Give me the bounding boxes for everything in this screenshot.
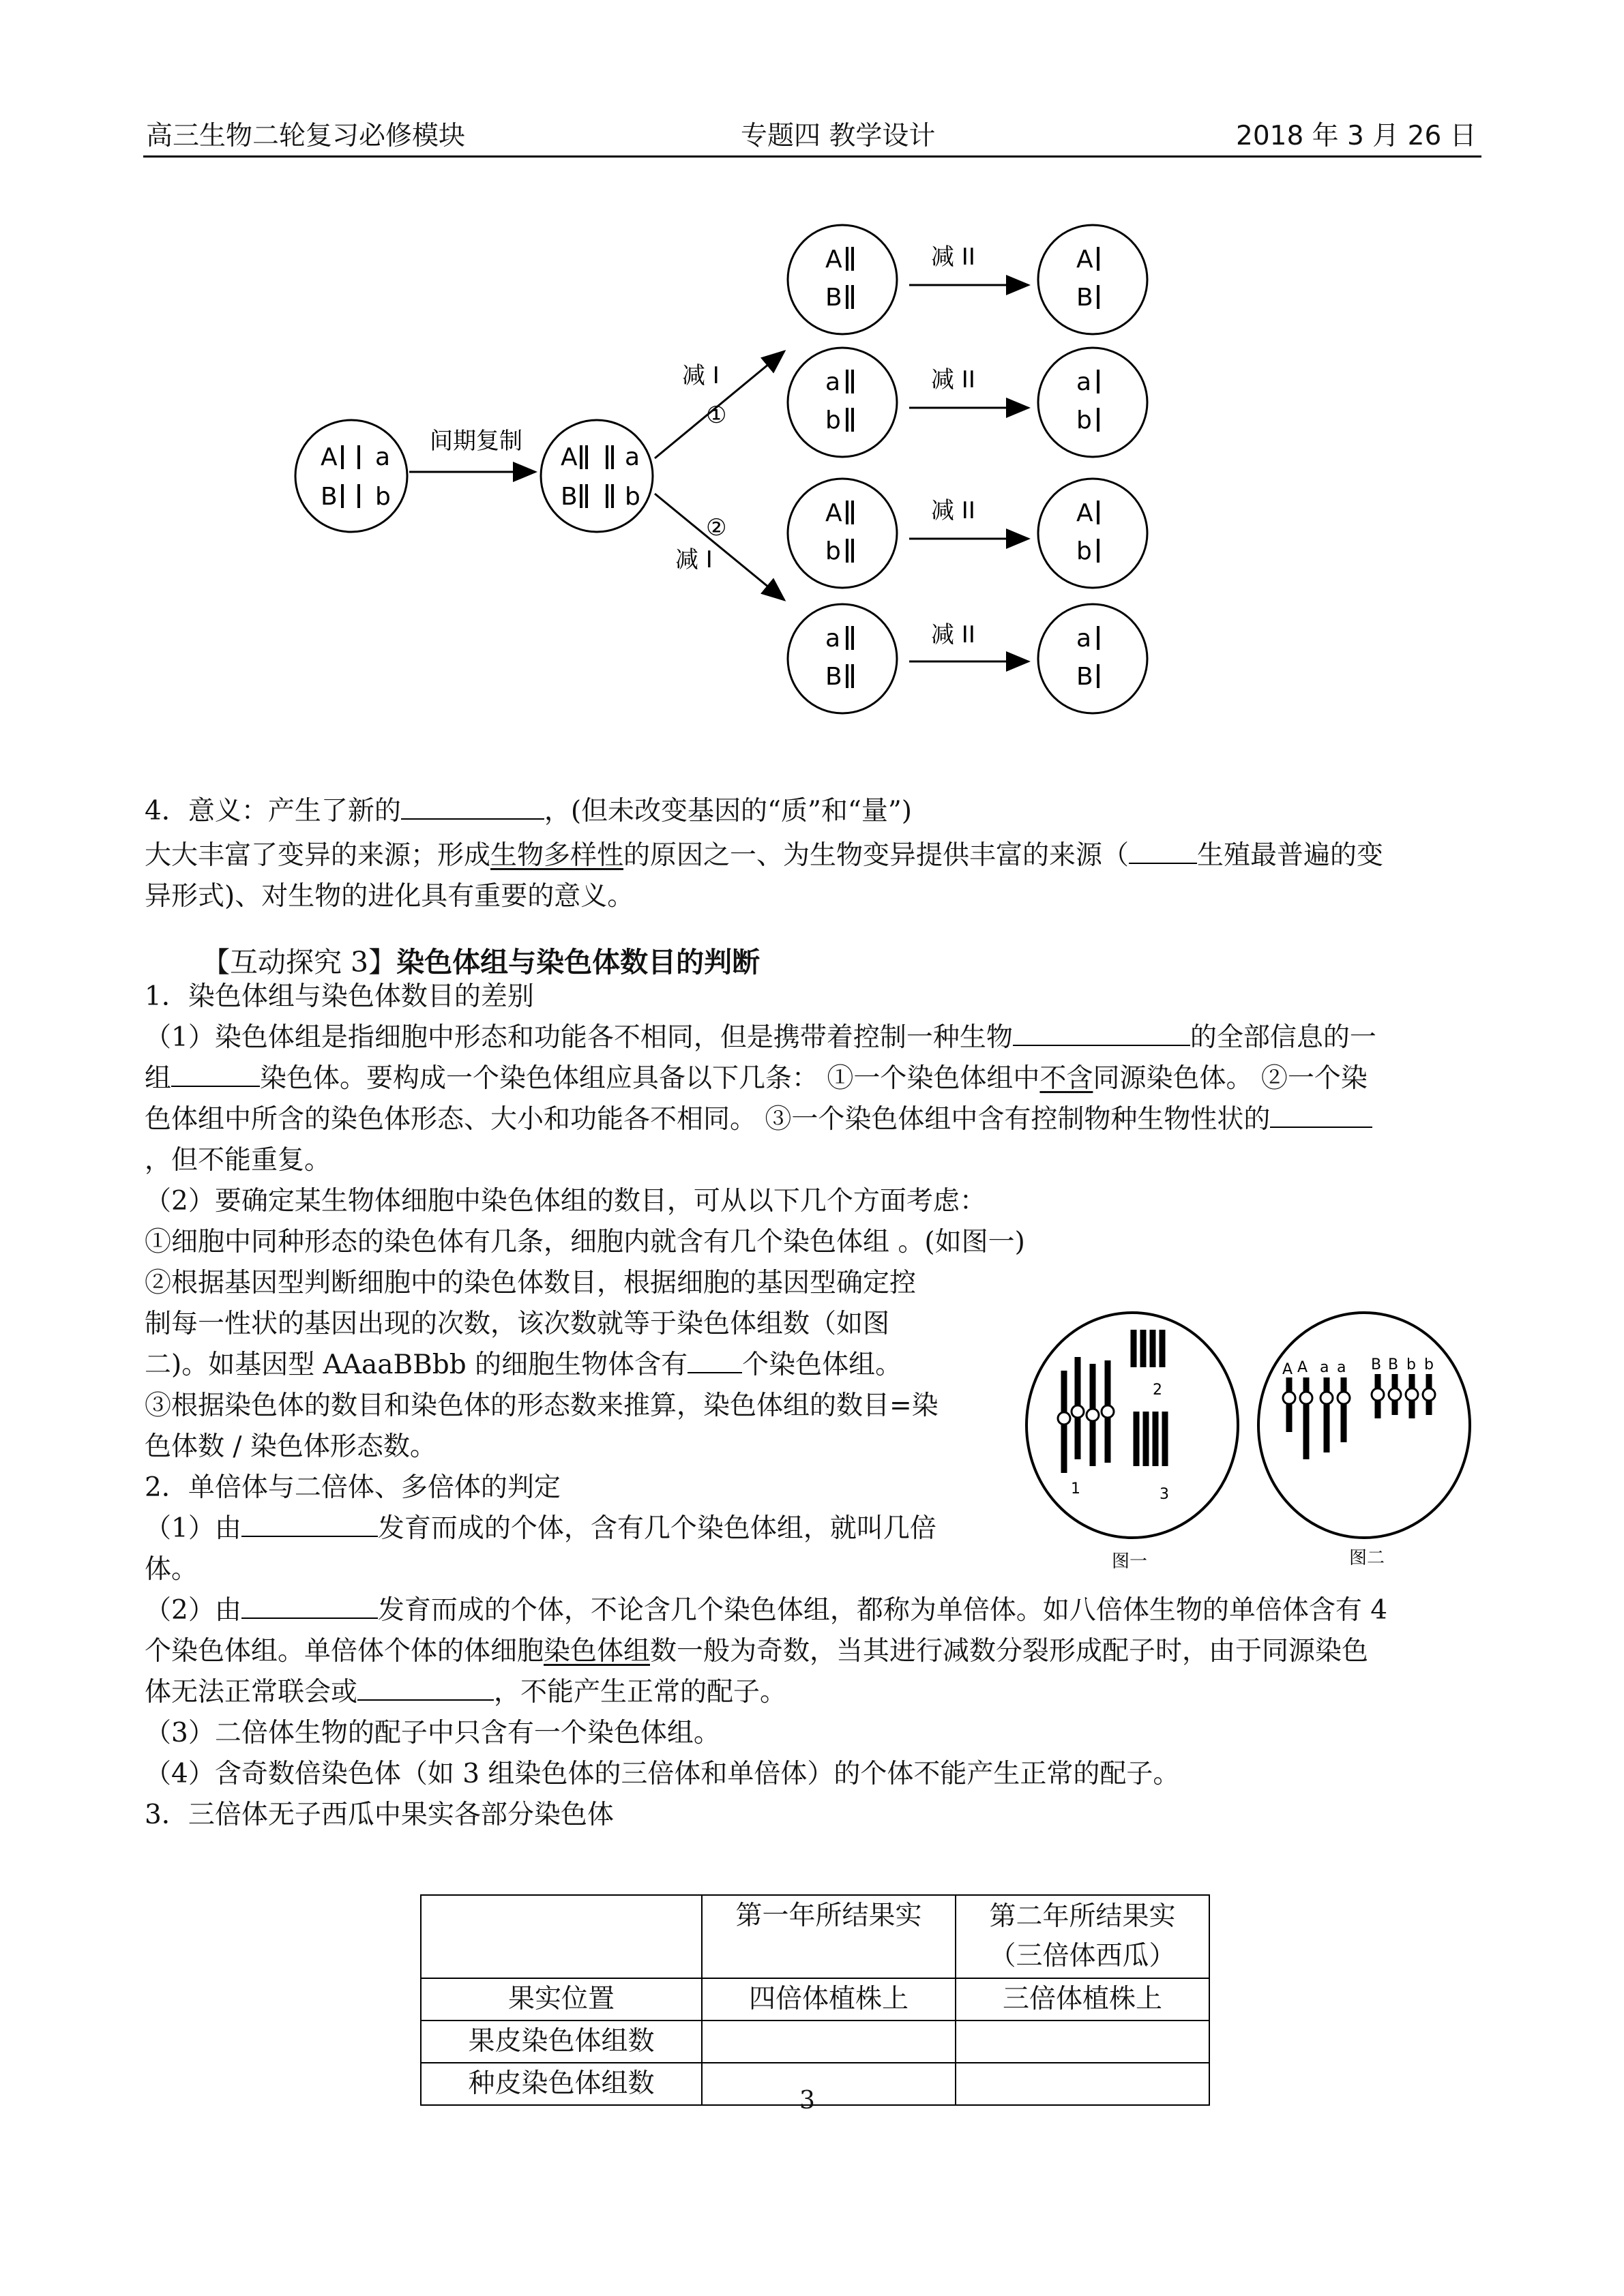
arrow-m1-path2: [655, 494, 784, 600]
svg-text:a: a: [1076, 625, 1092, 653]
line-10: 二)。如基因型 AAaaBBbb 的细胞生物体含有 个染色体组。: [145, 1350, 902, 1380]
label-m2-3: 减 II: [931, 497, 975, 524]
svg-text:B: B: [825, 663, 842, 691]
header-left: 高三生物二轮复习必修模块: [146, 121, 466, 151]
header-rule: [143, 155, 1481, 158]
table-cell: 三倍体植株上: [956, 1978, 1209, 2021]
cell-gamete-3: [1038, 479, 1147, 588]
svg-text:b: b: [1076, 406, 1092, 434]
svg-text:B: B: [321, 483, 338, 511]
table-cell: [702, 2063, 956, 2105]
label-m2-2: 减 II: [931, 366, 975, 393]
figure1-caption: 图一: [1112, 1551, 1148, 1572]
line-14: （1）由 发育而成的个体，含有几个染色体组，就叫几倍: [145, 1513, 936, 1544]
table-row: [421, 1978, 1209, 2021]
svg-text:a: a: [1320, 1359, 1329, 1376]
figure1-num2: 2: [1153, 1382, 1162, 1399]
table-cell: 果皮染色体组数: [421, 2021, 702, 2063]
s4-line2: 大大丰富了变异的来源；形成生物多样性的原因之一、为生物变异提供丰富的来源（ 生殖最普遍的变: [145, 840, 1384, 871]
svg-text:a: a: [625, 443, 640, 471]
line-17: 个染色体组。单倍体个体的体细胞染色体组数一般为奇数，当其进行减数分裂形成配子时，由于同源染色: [145, 1636, 1369, 1667]
header-right: 2018 年 3 月 26 日: [1236, 121, 1477, 151]
label-m1-bottom: 减 I: [675, 546, 713, 573]
line-7: ①细胞中同种形态的染色体有几条，细胞内就含有几个染色体组 。(如图一): [145, 1227, 1025, 1257]
svg-text:a: a: [375, 443, 391, 471]
figure2-caption: 图二: [1349, 1548, 1385, 1568]
line-15: 体。: [145, 1554, 198, 1585]
meiosis-diagram: [293, 218, 1180, 723]
line-2: （1）染色体组是指细胞中形态和功能各不相同，但是携带着控制一种生物 的全部信息的一: [145, 1022, 1376, 1053]
label-m1-top: 减 I: [682, 362, 720, 389]
table-cell: 种皮染色体组数: [421, 2063, 702, 2105]
s4-line1: 4．意义：产生了新的 ，(但未改变基因的“质”和“量”): [145, 796, 913, 826]
table-cell: 四倍体植株上: [702, 1978, 956, 2021]
line-9: 制每一性状的基因出现的次数，该次数就等于染色体组数（如图: [145, 1309, 890, 1339]
table-header-cell: 第一年所结果实: [702, 1895, 956, 1978]
line-5: ，但不能重复。: [145, 1145, 331, 1176]
table-cell: [956, 2063, 1209, 2105]
svg-text:a: a: [825, 368, 841, 396]
svg-text:b: b: [1406, 1356, 1416, 1373]
line-18: 体无法正常联会或 ，不能产生正常的配子。: [145, 1677, 787, 1708]
svg-text:A: A: [321, 443, 338, 471]
table-cell: [956, 2021, 1209, 2063]
line-16: （2）由 发育而成的个体，不论含几个染色体组，都称为单倍体。如八倍体生物的单倍体含有 4: [145, 1595, 1388, 1626]
cell-m1-4: [788, 604, 897, 713]
table-cell: [702, 2021, 956, 2063]
svg-text:b: b: [825, 537, 841, 565]
cell-parent: [295, 420, 407, 532]
svg-text:b: b: [375, 483, 391, 511]
svg-text:a: a: [825, 625, 841, 653]
cell-gamete-4: [1038, 604, 1147, 713]
svg-text:A: A: [825, 245, 842, 273]
label-path2: ②: [706, 514, 727, 541]
table-row: [421, 2063, 1209, 2105]
svg-text:A: A: [561, 443, 578, 471]
section3-heading: 【互动探究 3】染色体组与染色体数目的判断: [202, 946, 761, 979]
label-m2-1: 减 II: [931, 243, 975, 271]
table-row: [421, 1895, 1209, 1978]
chromosome-figures: [1016, 1296, 1494, 1582]
table-header-cell: 第二年所结果实 （三倍体西瓜）: [956, 1895, 1209, 1978]
cell-m1-3: [788, 479, 897, 588]
svg-text:b: b: [625, 483, 640, 511]
table-row: [421, 2021, 1209, 2063]
svg-text:b: b: [825, 406, 841, 434]
cell-gamete-2: [1038, 348, 1147, 457]
line-12: 色体数 / 染色体形态数。: [145, 1431, 437, 1462]
line-21: 3．三倍体无子西瓜中果实各部分染色体: [145, 1800, 614, 1830]
line-8: ②根据基因型判断细胞中的染色体数目，根据细胞的基因型确定控: [145, 1268, 917, 1298]
svg-text:a: a: [1076, 368, 1092, 396]
svg-text:b: b: [1424, 1356, 1434, 1373]
s4-line3: 异形式)、对生物的进化具有重要的意义。: [145, 881, 634, 912]
table-cell: 果实位置: [421, 1978, 702, 2021]
line-19: （3）二倍体生物的配子中只含有一个染色体组。: [145, 1718, 720, 1748]
cell-m1-2: [788, 348, 897, 457]
line-1: 1．染色体组与染色体数目的差别: [145, 981, 534, 1012]
line-20: （4）含奇数倍染色体（如 3 组染色体的三倍体和单倍体）的个体不能产生正常的配子。: [145, 1759, 1180, 1789]
figure1-num1: 1: [1071, 1480, 1080, 1497]
label-path1: ①: [706, 402, 727, 429]
cell-gamete-1: [1038, 225, 1147, 334]
svg-text:B: B: [1388, 1356, 1399, 1373]
svg-text:A: A: [1076, 499, 1093, 527]
svg-text:A: A: [1282, 1361, 1293, 1378]
line-3: 组 染色体。要构成一个染色体组应具备以下几条： ①一个染色体组中不含同源染色体。 ②一个染: [145, 1063, 1368, 1094]
header-center: 专题四 教学设计: [741, 121, 936, 151]
figure1-num3: 3: [1160, 1486, 1169, 1503]
cell-m1-1: [788, 225, 897, 334]
svg-text:B: B: [1076, 663, 1093, 691]
svg-text:B: B: [1371, 1356, 1382, 1373]
watermelon-table: [420, 1894, 1210, 2106]
line-6: （2）要确定某生物体细胞中染色体组的数目，可从以下几个方面考虑：: [145, 1186, 986, 1217]
line-11: ③根据染色体的数目和染色体的形态数来推算，染色体组的数目=染: [145, 1390, 939, 1421]
page-number: 3: [799, 2087, 815, 2115]
cell-replicated: [541, 420, 653, 532]
label-m2-4: 减 II: [931, 621, 975, 648]
svg-text:A: A: [825, 499, 842, 527]
svg-text:B: B: [1076, 284, 1093, 312]
svg-text:B: B: [561, 483, 578, 511]
svg-text:b: b: [1076, 537, 1092, 565]
svg-text:A: A: [1297, 1359, 1308, 1376]
line-4: 色体组中所含的染色体形态、大小和功能各不相同。 ③一个染色体组中含有控制物种生物性状的: [145, 1099, 1372, 1140]
svg-text:a: a: [1337, 1359, 1346, 1376]
svg-text:B: B: [825, 284, 842, 312]
line-13: 2．单倍体与二倍体、多倍体的判定: [145, 1472, 561, 1503]
label-replicate: 间期复制: [430, 428, 522, 455]
svg-text:A: A: [1076, 245, 1093, 273]
